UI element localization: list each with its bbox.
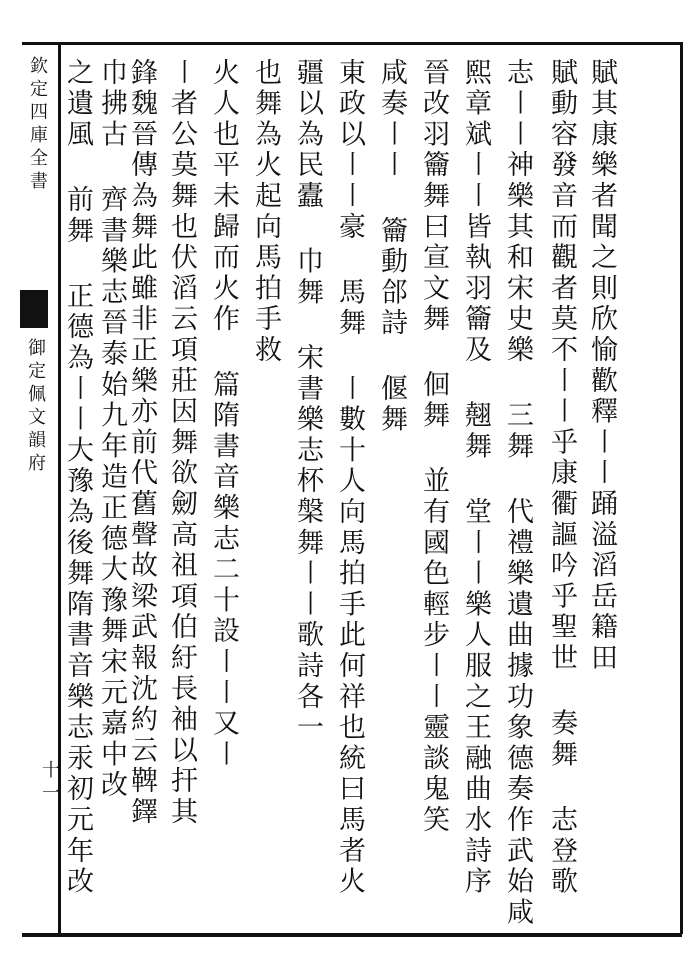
text-column-6: 咸奏〡〡 籥動郃詩 偃舞 — [376, 58, 407, 436]
text-column-11: 〡者公莫舞也伏滔云項莊因舞欲劒高祖項伯紆長袖以扞其 — [166, 58, 197, 828]
text-column-8: 疆以為民蠹 巾舞 宋書樂志杯槃舞〡〡歌詩各一 — [292, 58, 323, 744]
text-column-14: 之遺風 前舞 正德為〡〡大豫為後舞隋書音樂志汞初元年改 — [62, 58, 93, 898]
text-column-9: 也舞為火起向馬拍手救 — [250, 58, 281, 366]
right-border — [680, 42, 683, 934]
text-column-3: 志〡〡神樂其和宋史樂 三舞 代禮樂遺曲據功象德奏作武始咸 — [502, 58, 533, 929]
page-number: 十一 — [39, 760, 60, 806]
text-column-7: 東政以〡〡豪 馬舞 〡數十人向馬拍手此何祥也統曰馬者火 — [334, 58, 365, 898]
bottom-border — [22, 933, 682, 937]
top-border — [22, 42, 682, 45]
margin-title: 御定佩文韻府 — [25, 338, 46, 476]
text-column-1: 賦其康樂者聞之則欣愉歡釋〡〡踊溢滔岳籍田 — [586, 58, 617, 674]
text-column-13: 巾拂古 齊書樂志晉泰始九年造正德大豫舞宋元嘉中改 — [96, 58, 127, 802]
text-column-5: 晉改羽籥舞曰宣文舞 佪舞 並有國色輕步〡〡靈談鬼笑 — [418, 58, 449, 836]
text-column-2: 賦動容發音而觀者莫不〡〡乎康衢謳吟乎聖世 奏舞 志登歌 — [546, 58, 577, 898]
text-column-4: 熙章斌〡〡皆執羽籥及 翹舞 堂〡〡樂人服之王融曲水詩序 — [460, 58, 491, 898]
fishtail-mark — [20, 290, 48, 328]
text-column-10: 火人也平未歸而火作 篇隋書音樂志二十設〡〡又〡 — [208, 58, 239, 771]
margin-header: 欽定四庫全書 — [27, 56, 48, 194]
text-column-12: 鋒魏晉傳為舞此雖非正樂亦前代舊聲故梁武報沈約云鞞鐸 — [126, 58, 157, 828]
